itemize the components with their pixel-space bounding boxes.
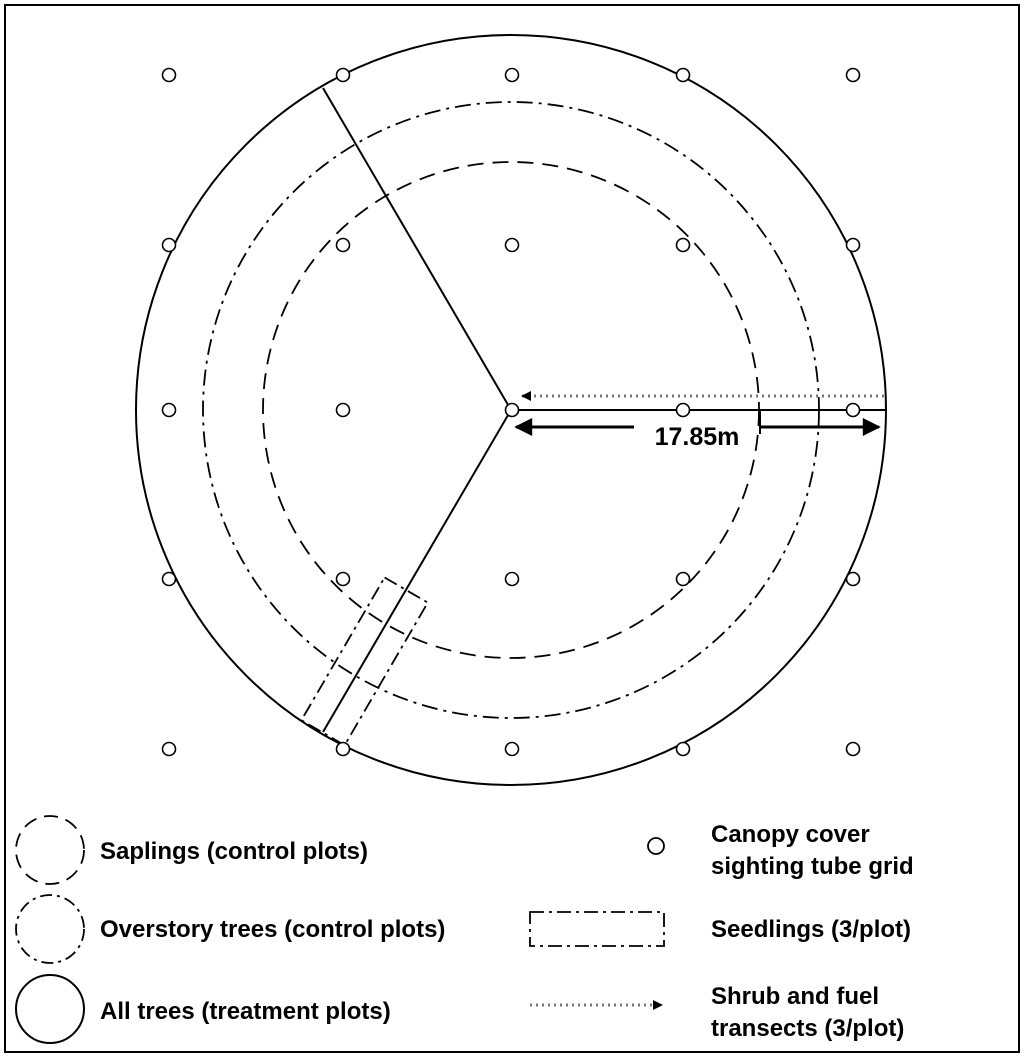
legend-canopy-label-line1: Canopy cover bbox=[711, 821, 870, 848]
sighting-point bbox=[163, 404, 176, 417]
legend-all-trees-symbol bbox=[16, 975, 84, 1043]
sighting-point bbox=[506, 573, 519, 586]
legend-overstory-label: Overstory trees (control plots) bbox=[100, 916, 446, 943]
legend-seedlings-symbol bbox=[530, 912, 664, 946]
legend-saplings-label: Saplings (control plots) bbox=[100, 838, 368, 865]
sighting-point bbox=[163, 743, 176, 756]
sighting-point bbox=[337, 69, 350, 82]
legend-shrub-label-line1: Shrub and fuel bbox=[711, 983, 879, 1010]
sighting-point bbox=[677, 404, 690, 417]
sighting-point bbox=[163, 69, 176, 82]
sighting-point bbox=[847, 239, 860, 252]
sighting-point bbox=[506, 743, 519, 756]
sighting-point bbox=[677, 239, 690, 252]
sighting-point bbox=[677, 69, 690, 82]
legend-shrub-label-line2: transects (3/plot) bbox=[711, 1015, 905, 1042]
sighting-point bbox=[163, 573, 176, 586]
sighting-point bbox=[677, 743, 690, 756]
sighting-point bbox=[677, 573, 690, 586]
legend-seedlings-label: Seedlings (3/plot) bbox=[711, 916, 912, 943]
legend-canopy-label-line2: sighting tube grid bbox=[711, 853, 914, 880]
sighting-point bbox=[337, 743, 350, 756]
sighting-point bbox=[847, 573, 860, 586]
transect-line-lower-left bbox=[323, 410, 511, 732]
legend bbox=[16, 816, 914, 1043]
sighting-point bbox=[847, 743, 860, 756]
sighting-point bbox=[337, 404, 350, 417]
sighting-point bbox=[337, 239, 350, 252]
legend-all-trees-label: All trees (treatment plots) bbox=[100, 998, 391, 1025]
sighting-point bbox=[847, 69, 860, 82]
legend-canopy-symbol bbox=[648, 838, 664, 854]
sighting-point bbox=[337, 573, 350, 586]
sighting-point-center bbox=[506, 404, 519, 417]
legend-saplings-symbol bbox=[16, 816, 84, 884]
sighting-point bbox=[163, 239, 176, 252]
sighting-point bbox=[847, 404, 860, 417]
legend-overstory-symbol bbox=[16, 895, 84, 963]
sighting-point bbox=[506, 69, 519, 82]
sighting-point bbox=[506, 239, 519, 252]
sighting-tube-grid bbox=[163, 69, 860, 756]
transect-line-upper-left bbox=[323, 88, 511, 410]
radius-measurement-label: 17.85m bbox=[654, 423, 740, 451]
